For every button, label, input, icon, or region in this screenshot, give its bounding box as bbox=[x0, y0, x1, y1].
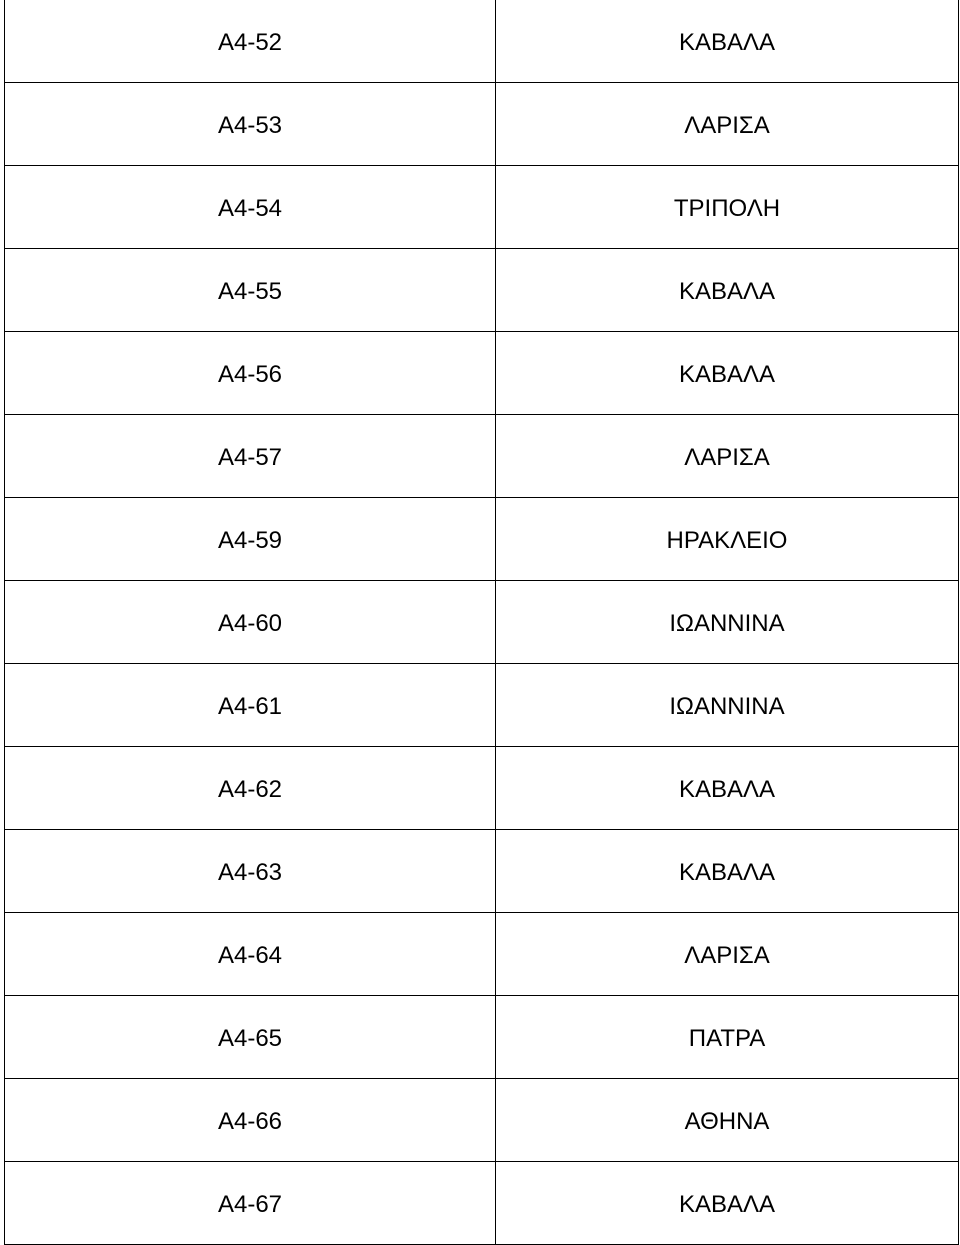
table-row bbox=[5, 166, 959, 249]
table-row bbox=[5, 83, 959, 166]
city-cell: ΗΡΑΚΛΕΙΟ bbox=[496, 498, 959, 581]
table-row bbox=[5, 249, 959, 332]
city-cell: ΚΑΒΑΛΑ bbox=[496, 1162, 959, 1245]
table-row bbox=[5, 830, 959, 913]
code-cell: A4-63 bbox=[5, 830, 496, 913]
city-cell: ΚΑΒΑΛΑ bbox=[496, 0, 959, 83]
table-row bbox=[5, 415, 959, 498]
table-row bbox=[5, 0, 959, 83]
city-cell: ΠΑΤΡΑ bbox=[496, 996, 959, 1079]
city-cell: ΛΑΡΙΣΑ bbox=[496, 83, 959, 166]
code-city-table bbox=[4, 0, 959, 1245]
code-cell: A4-54 bbox=[5, 166, 496, 249]
table-row bbox=[5, 498, 959, 581]
table-row bbox=[5, 913, 959, 996]
city-cell: ΚΑΒΑΛΑ bbox=[496, 830, 959, 913]
table-row bbox=[5, 664, 959, 747]
table-row bbox=[5, 996, 959, 1079]
city-cell: ΚΑΒΑΛΑ bbox=[496, 747, 959, 830]
table-row bbox=[5, 1162, 959, 1245]
code-cell: A4-57 bbox=[5, 415, 496, 498]
code-cell: A4-60 bbox=[5, 581, 496, 664]
city-cell: ΙΩΑΝΝΙΝΑ bbox=[496, 581, 959, 664]
code-cell: A4-62 bbox=[5, 747, 496, 830]
code-cell: A4-53 bbox=[5, 83, 496, 166]
city-cell: ΤΡΙΠΟΛΗ bbox=[496, 166, 959, 249]
code-cell: A4-66 bbox=[5, 1079, 496, 1162]
city-cell: ΚΑΒΑΛΑ bbox=[496, 249, 959, 332]
code-cell: A4-56 bbox=[5, 332, 496, 415]
city-cell: ΑΘΗΝΑ bbox=[496, 1079, 959, 1162]
city-cell: ΚΑΒΑΛΑ bbox=[496, 332, 959, 415]
table-row bbox=[5, 332, 959, 415]
code-cell: A4-55 bbox=[5, 249, 496, 332]
city-cell: ΙΩΑΝΝΙΝΑ bbox=[496, 664, 959, 747]
table-row bbox=[5, 581, 959, 664]
table-row bbox=[5, 747, 959, 830]
code-cell: A4-64 bbox=[5, 913, 496, 996]
code-cell: A4-59 bbox=[5, 498, 496, 581]
city-cell: ΛΑΡΙΣΑ bbox=[496, 913, 959, 996]
table-row bbox=[5, 1079, 959, 1162]
city-cell: ΛΑΡΙΣΑ bbox=[496, 415, 959, 498]
code-cell: A4-67 bbox=[5, 1162, 496, 1245]
code-cell: A4-52 bbox=[5, 0, 496, 83]
code-cell: A4-61 bbox=[5, 664, 496, 747]
code-cell: A4-65 bbox=[5, 996, 496, 1079]
